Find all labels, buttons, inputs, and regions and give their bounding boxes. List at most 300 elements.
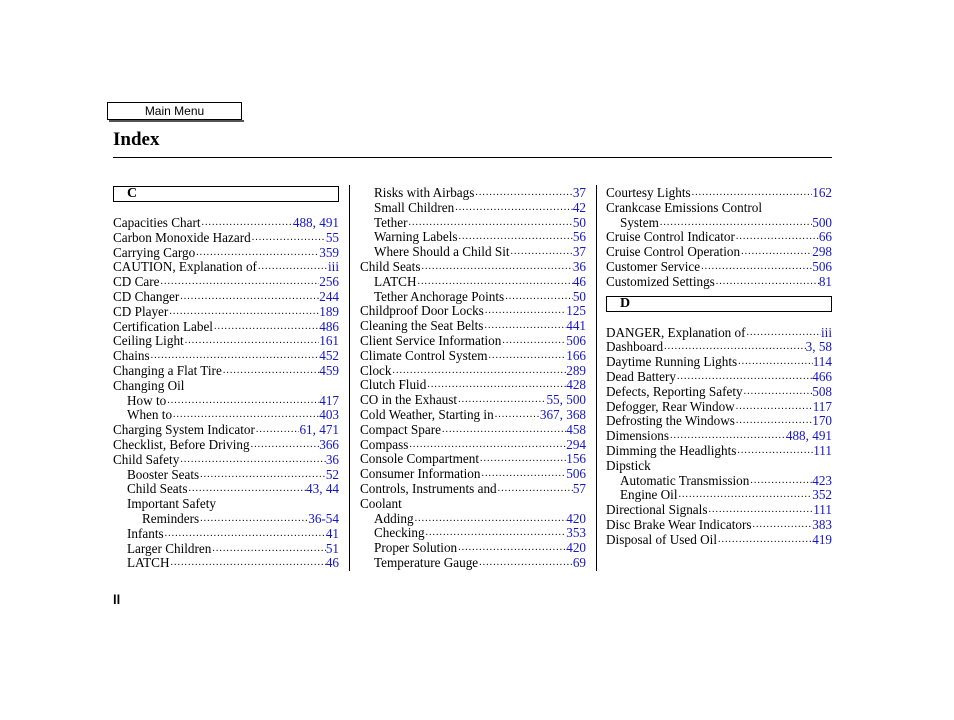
index-entry <box>360 275 586 290</box>
page-link[interactable]: 500 <box>566 392 586 408</box>
leader-dots <box>211 542 325 557</box>
leader-dots <box>737 355 813 370</box>
index-entry-label: Cleaning the Seat Belts <box>360 318 484 334</box>
page-links <box>812 414 832 429</box>
page-link[interactable]: 51 <box>325 540 339 556</box>
leader-dots <box>441 423 566 438</box>
index-entry <box>113 290 339 305</box>
leader-dots <box>707 503 813 518</box>
index-entry-label: LATCH <box>374 273 417 289</box>
column-divider <box>349 185 350 571</box>
page-link[interactable]: iii <box>821 324 832 340</box>
leader-dots <box>184 334 320 349</box>
page-link[interactable]: 353 <box>566 525 586 541</box>
page-links <box>566 349 586 364</box>
page-links <box>573 290 586 305</box>
index-entry-label: Compact Spare <box>360 421 441 437</box>
leader-dots <box>483 319 566 334</box>
index-entry <box>606 385 832 400</box>
leader-dots <box>735 414 812 429</box>
page-links <box>813 355 832 370</box>
page-link[interactable]: 366 <box>319 436 339 452</box>
leader-dots <box>669 429 786 444</box>
index-entry <box>360 349 586 364</box>
page-link[interactable]: 491 <box>319 215 339 230</box>
leader-dots <box>700 260 812 275</box>
page-links <box>573 245 586 260</box>
page-links <box>813 400 832 415</box>
index-entry <box>360 304 586 319</box>
index-entry <box>606 444 832 459</box>
page-link[interactable]: 189 <box>319 303 339 319</box>
index-entry-label: Dashboard <box>606 339 664 355</box>
index-entry <box>606 230 832 245</box>
section-header-d: D <box>606 296 832 312</box>
index-entry-label: CAUTION, Explanation of <box>113 259 257 275</box>
index-entry <box>113 453 339 468</box>
index-entry <box>113 379 339 394</box>
leader-dots <box>740 245 812 260</box>
index-entry <box>360 438 586 453</box>
index-entry <box>360 512 586 527</box>
index-entry <box>606 370 832 385</box>
page-links <box>319 408 339 423</box>
page-links <box>566 334 586 349</box>
page-links <box>319 364 339 379</box>
index-entry <box>113 542 339 557</box>
page-links: 488, 491 <box>785 428 832 444</box>
index-entry-label: Client Service Information <box>360 332 502 348</box>
index-entry-label: Infants <box>127 525 164 541</box>
page-links <box>319 305 339 320</box>
index-entry-label: Changing Oil <box>113 377 185 393</box>
page-links <box>566 526 586 541</box>
page-link[interactable]: 488 <box>785 428 806 444</box>
page-links <box>813 503 832 518</box>
leader-dots <box>487 349 566 364</box>
index-entry <box>360 526 586 541</box>
index-entry <box>606 275 832 290</box>
page-links <box>326 231 339 246</box>
index-entry <box>360 497 586 512</box>
page-link[interactable]: 256 <box>319 274 339 290</box>
leader-dots <box>743 385 813 400</box>
index-entry-label: Consumer Information <box>360 466 481 482</box>
leader-dots <box>458 230 573 245</box>
leader-dots <box>172 408 319 423</box>
index-entry <box>360 216 586 231</box>
index-entry-label: Controls, Instruments and <box>360 480 497 496</box>
leader-dots <box>251 231 326 246</box>
leader-dots <box>166 394 319 409</box>
leader-dots <box>484 304 566 319</box>
page-number: ll <box>113 592 121 607</box>
index-entry-label: Larger Children <box>127 540 212 556</box>
page-links <box>319 246 339 261</box>
leader-dots <box>715 275 819 290</box>
page-links <box>566 423 586 438</box>
page-link[interactable]: 55 <box>325 229 339 245</box>
page-links <box>566 467 586 482</box>
leader-dots <box>255 423 300 438</box>
page-link[interactable]: 420 <box>566 540 586 556</box>
page-link[interactable]: 125 <box>566 303 586 319</box>
leader-dots <box>213 320 319 335</box>
title-divider <box>113 157 832 158</box>
index-entry <box>360 334 586 349</box>
page-link[interactable]: iii <box>328 259 339 275</box>
page-link[interactable]: 244 <box>319 288 339 304</box>
page-link[interactable]: 42 <box>572 199 586 215</box>
index-entry <box>360 378 586 393</box>
page-link[interactable]: 111 <box>813 502 832 518</box>
index-entry-label: Tether <box>374 214 408 230</box>
page-link[interactable]: 352 <box>812 487 832 503</box>
index-entry-label: Dipstick <box>606 457 651 473</box>
page-link[interactable]: 55 <box>546 392 560 408</box>
leader-dots <box>457 393 546 408</box>
page-link[interactable]: 162 <box>812 185 832 200</box>
page-links <box>566 452 586 467</box>
index-entry-label: CD Care <box>113 274 160 290</box>
leader-dots <box>749 474 812 489</box>
leader-dots <box>195 246 319 261</box>
leader-dots <box>168 305 319 320</box>
page-link[interactable]: 57 <box>572 480 586 496</box>
leader-dots <box>150 349 320 364</box>
index-entry-label: CD Changer <box>113 288 180 304</box>
index-entry-label: Important Safety <box>127 496 216 512</box>
page-link[interactable]: 3 <box>805 339 813 355</box>
index-entry-label: Childproof Door Locks <box>360 303 484 319</box>
page-link[interactable]: 458 <box>566 421 586 437</box>
index-entry-label: Carrying Cargo <box>113 244 196 260</box>
index-entry <box>113 394 339 409</box>
index-entry-label: Defogger, Rear Window <box>606 398 735 414</box>
index-entry-label: Courtesy Lights <box>606 185 691 200</box>
index-entry-label: Tether Anchorage Points <box>374 288 505 304</box>
leader-dots <box>454 201 573 216</box>
page-link[interactable]: 161 <box>319 333 339 349</box>
index-entry-label: Clock <box>360 362 392 378</box>
index-entry <box>360 482 586 497</box>
page-link[interactable]: 44 <box>325 481 339 497</box>
index-entry-label: System <box>620 214 659 230</box>
leader-dots <box>717 533 812 548</box>
index-entry <box>113 364 339 379</box>
leader-dots <box>187 482 306 497</box>
index-entry-label: Automatic Transmission <box>620 472 750 488</box>
index-entry <box>606 216 832 231</box>
index-entry-label: Cruise Control Indicator <box>606 229 735 245</box>
index-entry-label: Dimensions <box>606 428 670 444</box>
page-link[interactable]: 441 <box>566 318 586 334</box>
index-entry <box>113 349 339 364</box>
page-link[interactable]: 81 <box>818 273 832 289</box>
page-link[interactable]: 36-54 <box>308 510 339 526</box>
index-entry-label: How to <box>127 392 167 408</box>
leader-dots <box>481 467 567 482</box>
page-link[interactable]: 41 <box>325 525 339 541</box>
page-link[interactable]: 471 <box>319 422 339 438</box>
page-link[interactable]: 58 <box>818 339 832 355</box>
index-entry <box>113 275 339 290</box>
leader-dots <box>179 453 326 468</box>
index-entry <box>113 320 339 335</box>
leader-dots <box>735 230 819 245</box>
page-link[interactable]: 466 <box>812 368 832 384</box>
index-entry <box>606 326 832 341</box>
index-entry-label: CD Player <box>113 303 169 319</box>
index-entry-label: Checking <box>374 525 425 541</box>
page-link[interactable]: 43 <box>306 481 320 497</box>
page-link[interactable]: 36 <box>325 451 339 467</box>
leader-dots <box>497 482 573 497</box>
index-entry-label: Console Compartment <box>360 451 480 467</box>
index-entry-label: When to <box>127 407 173 423</box>
page-links <box>319 290 339 305</box>
index-entry <box>606 429 832 444</box>
leader-dots <box>736 444 813 459</box>
index-entry <box>606 245 832 260</box>
index-entry-label: Engine Oil <box>620 487 678 503</box>
page-links <box>566 304 586 319</box>
index-entry <box>360 230 586 245</box>
page-link[interactable]: 423 <box>812 472 832 488</box>
page-link[interactable]: 50 <box>572 214 586 230</box>
index-entry <box>360 408 586 423</box>
index-entry <box>606 414 832 429</box>
page-links <box>812 488 832 503</box>
index-entry <box>113 512 339 527</box>
page-links <box>326 542 339 557</box>
index-entry-label: Reminders <box>142 510 200 526</box>
index-entry <box>360 186 586 201</box>
leader-dots <box>676 370 812 385</box>
leader-dots <box>408 216 573 231</box>
page-link[interactable]: 117 <box>812 398 832 414</box>
leader-dots <box>479 452 566 467</box>
page-link[interactable]: 428 <box>566 377 586 393</box>
index-entry-label: Directional Signals <box>606 502 708 518</box>
index-entry-label: Climate Control System <box>360 347 488 363</box>
leader-dots <box>164 527 326 542</box>
page-links <box>812 186 832 201</box>
page-links <box>819 230 832 245</box>
page-links <box>819 275 832 290</box>
page-links <box>812 533 832 548</box>
index-entry-label: Checklist, Before Driving <box>113 436 250 452</box>
page-link[interactable]: 403 <box>319 407 339 423</box>
page-title: Index <box>113 129 160 150</box>
page-link[interactable]: 294 <box>566 436 586 452</box>
leader-dots <box>746 326 821 341</box>
page-link[interactable]: 61 <box>299 422 313 438</box>
leader-dots <box>659 216 812 231</box>
index-entry-label: Daytime Running Lights <box>606 354 738 370</box>
page-link[interactable]: 420 <box>566 510 586 526</box>
index-entry-label: Dead Battery <box>606 368 676 384</box>
index-entry-label: Capacities Chart <box>113 215 201 230</box>
page-links <box>573 556 586 571</box>
index-entry <box>606 533 832 548</box>
index-entry <box>606 355 832 370</box>
index-entry <box>113 305 339 320</box>
page-link[interactable]: 156 <box>566 451 586 467</box>
page-link[interactable]: 52 <box>325 466 339 482</box>
page-link[interactable]: 298 <box>812 244 832 260</box>
page-link[interactable]: 170 <box>812 413 832 429</box>
index-entry <box>113 527 339 542</box>
page-link[interactable]: 50 <box>572 288 586 304</box>
index-entry <box>606 488 832 503</box>
page-link[interactable]: 419 <box>812 531 832 547</box>
page-links <box>566 438 586 453</box>
index-entry-label: Temperature Gauge <box>374 554 479 570</box>
index-entry <box>113 260 339 275</box>
page-links <box>812 370 832 385</box>
index-entry <box>606 474 832 489</box>
leader-dots <box>392 364 567 379</box>
page-link[interactable]: 114 <box>812 354 832 370</box>
index-entry-label: Customer Service <box>606 258 701 274</box>
page-links <box>573 230 586 245</box>
index-entry-label: Child Seats <box>360 258 421 274</box>
page-link[interactable]: 289 <box>566 362 586 378</box>
index-entry-label: Chains <box>113 348 150 364</box>
page-link[interactable]: 69 <box>572 554 586 570</box>
index-entry <box>606 201 832 216</box>
index-entry <box>360 364 586 379</box>
index-entry-label: Clutch Fluid <box>360 377 427 393</box>
page-link[interactable]: 486 <box>319 318 339 334</box>
page-links <box>812 385 832 400</box>
page-link[interactable]: 367 <box>539 406 560 422</box>
index-entry-label: Where Should a Child Sit <box>374 244 510 260</box>
page-link[interactable]: 508 <box>812 383 832 399</box>
page-links <box>812 260 832 275</box>
page-links <box>573 201 586 216</box>
index-entry <box>113 438 339 453</box>
page-links <box>319 334 339 349</box>
index-entry <box>360 541 586 556</box>
index-entry-label: Risks with Airbags <box>374 185 475 200</box>
page-link[interactable]: 66 <box>818 229 832 245</box>
page-links: 55, 500 <box>546 392 586 408</box>
page-links <box>319 438 339 453</box>
index-entry-label: Disc Brake Wear Indicators <box>606 516 752 532</box>
page-links <box>326 468 339 483</box>
page-links <box>573 482 586 497</box>
index-entry <box>360 245 586 260</box>
index-entry-label: Charging System Indicator <box>113 422 255 438</box>
index-entry <box>113 423 339 438</box>
page-links <box>319 349 339 364</box>
page-links <box>573 216 586 231</box>
index-entry <box>360 319 586 334</box>
page-link[interactable]: 368 <box>566 406 586 422</box>
page-links <box>326 556 339 571</box>
page-link[interactable]: 46 <box>572 273 586 289</box>
leader-dots <box>752 518 813 533</box>
leader-dots <box>510 245 573 260</box>
index-entry-label: Compass <box>360 436 409 452</box>
index-entry <box>360 452 586 467</box>
page-link[interactable]: 452 <box>319 348 339 364</box>
page-link[interactable]: 383 <box>812 516 832 532</box>
index-entry <box>606 459 832 474</box>
index-entry <box>113 468 339 483</box>
page-link[interactable]: 56 <box>572 229 586 245</box>
main-menu-button[interactable]: Main Menu <box>107 102 242 120</box>
page-link[interactable]: 111 <box>813 442 832 458</box>
index-entry-label: Dimming the Headlights <box>606 442 737 458</box>
leader-dots <box>478 556 573 571</box>
index-entry-label: Warning Labels <box>374 229 458 245</box>
page-link[interactable]: 417 <box>319 392 339 408</box>
leader-dots <box>170 556 326 571</box>
page-links <box>319 394 339 409</box>
page-links <box>812 518 832 533</box>
leader-dots <box>691 186 813 201</box>
page-link[interactable]: 506 <box>566 332 586 348</box>
page-links <box>308 512 339 527</box>
page-links <box>813 444 832 459</box>
leader-dots <box>199 512 308 527</box>
page-link[interactable]: 166 <box>566 347 586 363</box>
index-entry <box>606 186 832 201</box>
page-links <box>566 364 586 379</box>
page-links: 3, 58 <box>805 339 832 355</box>
page-link[interactable]: 506 <box>566 466 586 482</box>
page-link[interactable]: 37 <box>572 185 586 200</box>
page-links: 367, 368 <box>539 406 586 422</box>
page-link[interactable]: 488 <box>292 215 313 230</box>
leader-dots <box>417 275 573 290</box>
leader-dots <box>474 186 572 201</box>
page-link[interactable]: 37 <box>572 244 586 260</box>
index-entry <box>606 340 832 355</box>
column-divider <box>596 185 597 571</box>
index-entry <box>113 556 339 571</box>
index-entry <box>113 334 339 349</box>
index-entry-label: Child Seats <box>127 481 188 497</box>
index-entry-label: Customized Settings <box>606 273 715 289</box>
index-entry-label: CO in the Exhaust <box>360 392 458 408</box>
page-link[interactable]: 459 <box>319 362 339 378</box>
index-entry-label: Certification Label <box>113 318 213 334</box>
page-link[interactable]: 359 <box>319 244 339 260</box>
leader-dots <box>408 438 566 453</box>
index-column-1 <box>113 186 339 571</box>
page-links <box>812 216 832 231</box>
index-entry <box>360 290 586 305</box>
page-link[interactable]: 46 <box>325 555 339 571</box>
page-link[interactable]: 36 <box>572 258 586 274</box>
index-entry <box>360 467 586 482</box>
leader-dots <box>160 275 320 290</box>
leader-dots <box>663 340 805 355</box>
index-entry <box>113 497 339 512</box>
leader-dots <box>504 290 573 305</box>
page-link[interactable]: 506 <box>812 258 832 274</box>
page-links <box>566 512 586 527</box>
page-link[interactable]: 491 <box>812 428 832 444</box>
section-header-c: C <box>113 186 339 202</box>
leader-dots <box>457 541 566 556</box>
index-entry-label: Disposal of Used Oil <box>606 531 717 547</box>
page-link[interactable]: 500 <box>812 214 832 230</box>
